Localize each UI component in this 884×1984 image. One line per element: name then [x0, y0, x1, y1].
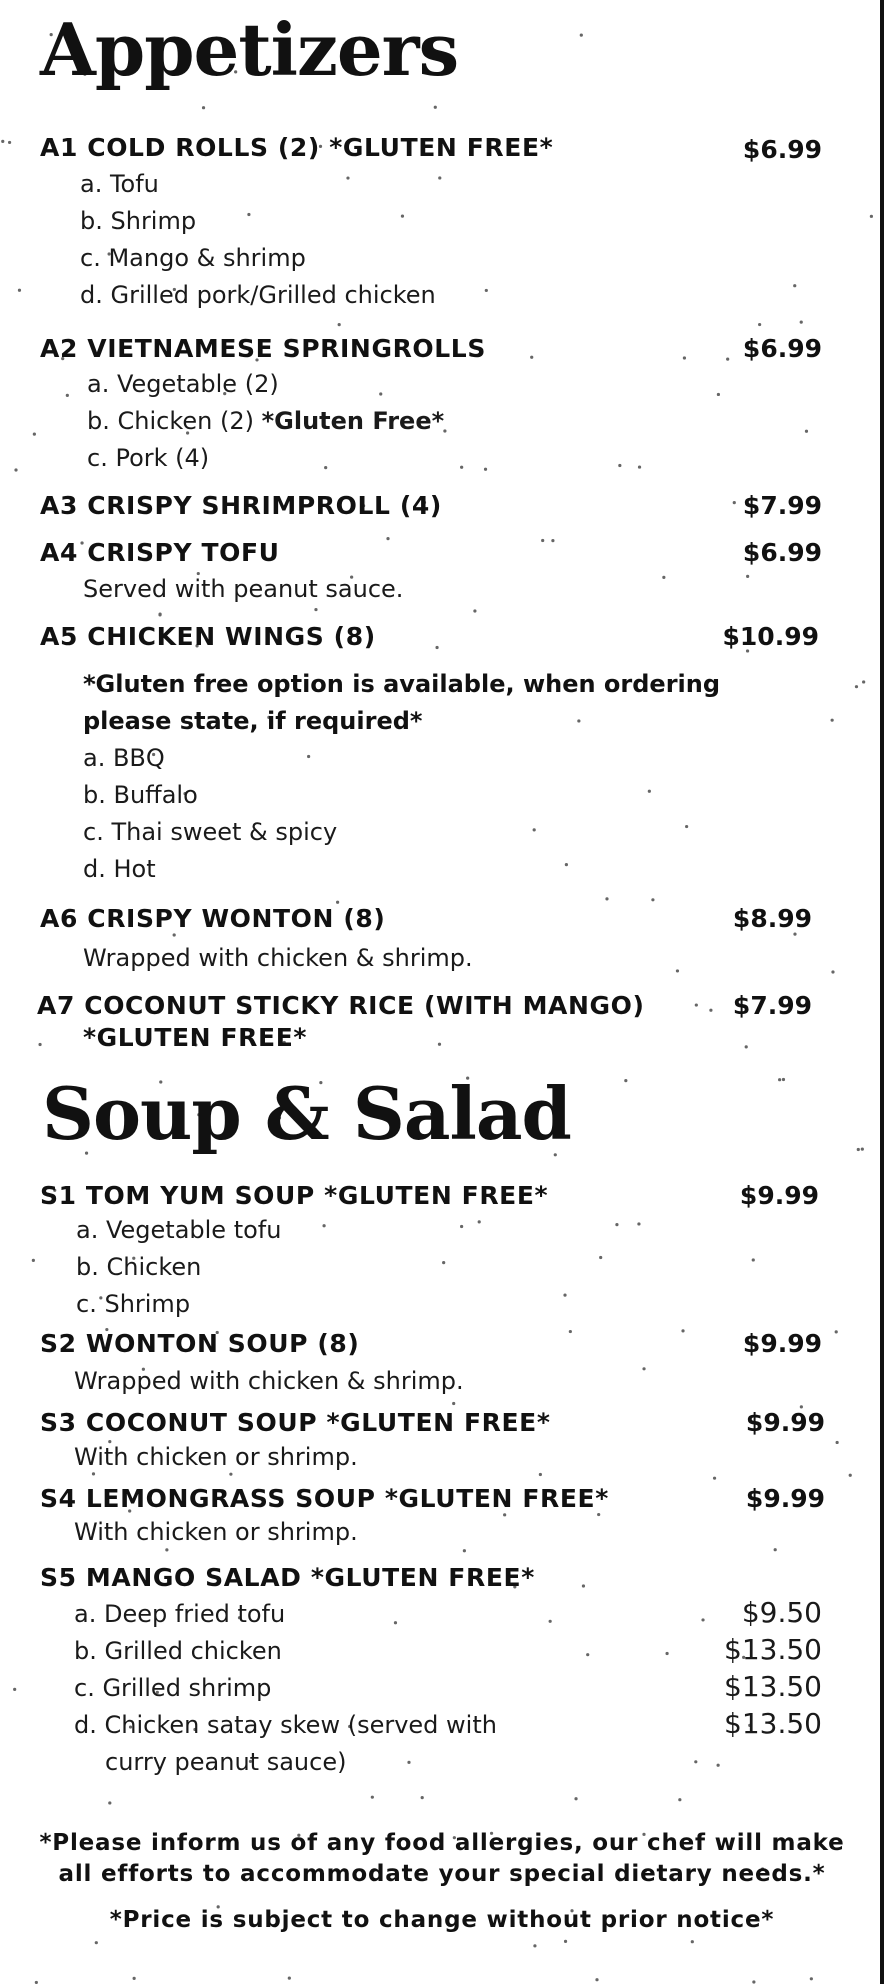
item-a3-title: A3 CRISPY SHRIMPROLL (4) [40, 491, 442, 520]
item-s5-option: b. Grilled chicken [74, 1637, 282, 1665]
item-s2-description: Wrapped with chicken & shrimp. [74, 1367, 464, 1395]
item-s3-title: S3 COCONUT SOUP *GLUTEN FREE* [40, 1408, 551, 1437]
item-a5-option: d. Hot [83, 855, 156, 883]
item-a3-price: $7.99 [742, 491, 822, 520]
item-s5-option: d. Chicken satay skew (served with [74, 1711, 497, 1739]
gluten-free-tag: *Gluten Free* [261, 407, 445, 435]
item-s5-option-price: $13.50 [724, 1633, 822, 1666]
item-a4-price: $6.99 [742, 538, 822, 567]
item-s5-option-continuation: curry peanut sauce) [105, 1748, 347, 1776]
item-a2-price: $6.99 [742, 334, 822, 363]
item-a6-description: Wrapped with chicken & shrimp. [83, 944, 473, 972]
item-a2-option: c. Pork (4) [87, 444, 210, 472]
allergy-notice: all efforts to accommodate your special dietary needs.* [58, 1861, 826, 1887]
item-a5-title: A5 CHICKEN WINGS (8) [40, 622, 376, 651]
item-a1-option: d. Grilled pork/Grilled chicken [80, 281, 436, 309]
item-a4-title: A4 CRISPY TOFU [40, 538, 280, 567]
item-a1-price: $6.99 [742, 135, 822, 164]
item-a1-option: a. Tofu [80, 170, 159, 198]
item-s1-option: b. Chicken [76, 1253, 202, 1281]
item-a2-option: a. Vegetable (2) [87, 370, 279, 398]
item-s5-title: S5 MANGO SALAD *GLUTEN FREE* [40, 1563, 535, 1592]
item-s3-price: $9.99 [745, 1408, 825, 1437]
item-a7-title-line2: *GLUTEN FREE* [83, 1023, 308, 1052]
item-a4-description: Served with peanut sauce. [83, 575, 404, 603]
item-a5-price: $10.99 [722, 622, 819, 651]
allergy-notice: *Please inform us of any food allergies, our chef will make [39, 1830, 845, 1856]
item-a1-option: b. Shrimp [80, 207, 197, 235]
item-s4-price: $9.99 [745, 1484, 825, 1513]
item-s1-option: c. Shrimp [76, 1290, 191, 1318]
item-s5-option-price: $9.50 [741, 1596, 822, 1629]
item-s5-option: c. Grilled shrimp [74, 1674, 272, 1702]
item-s5-option: a. Deep fried tofu [74, 1600, 286, 1628]
item-a7-title: A7 COCONUT STICKY RICE (WITH MANGO) [37, 991, 645, 1020]
item-a6-price: $8.99 [732, 904, 812, 933]
item-s1-option: a. Vegetable tofu [76, 1216, 282, 1244]
item-s4-description: With chicken or shrimp. [74, 1518, 358, 1546]
item-s1-title: S1 TOM YUM SOUP *GLUTEN FREE* [40, 1181, 549, 1210]
item-s5-option-price: $13.50 [724, 1707, 822, 1740]
item-a7-price: $7.99 [732, 991, 812, 1020]
item-a5-option: a. BBQ [83, 744, 165, 772]
item-s2-price: $9.99 [742, 1329, 822, 1358]
item-a1-title: A1 COLD ROLLS (2) *GLUTEN FREE* [40, 133, 554, 162]
item-a5-option: b. Buffalo [83, 781, 198, 809]
item-a5-option: c. Thai sweet & spicy [83, 818, 338, 846]
item-s5-option-price: $13.50 [724, 1670, 822, 1703]
item-s3-description: With chicken or shrimp. [74, 1443, 358, 1471]
item-a5-gluten-note: *Gluten free option is available, when ordering [83, 670, 721, 698]
price-change-notice: *Price is subject to change without prior notice* [109, 1907, 775, 1933]
appetizers-heading: Appetizers [40, 7, 459, 92]
item-a1-option: c. Mango & shrimp [80, 244, 306, 272]
soup-salad-heading: Soup & Salad [42, 1071, 571, 1156]
item-s2-title: S2 WONTON SOUP (8) [40, 1329, 360, 1358]
item-s1-price: $9.99 [739, 1181, 819, 1210]
item-a2-title: A2 VIETNAMESE SPRINGROLLS [40, 334, 486, 363]
item-a5-gluten-note: please state, if required* [83, 707, 423, 735]
item-a2-option: b. Chicken (2) *Gluten Free* [87, 407, 445, 435]
item-a6-title: A6 CRISPY WONTON (8) [40, 904, 386, 933]
item-s4-title: S4 LEMONGRASS SOUP *GLUTEN FREE* [40, 1484, 609, 1513]
